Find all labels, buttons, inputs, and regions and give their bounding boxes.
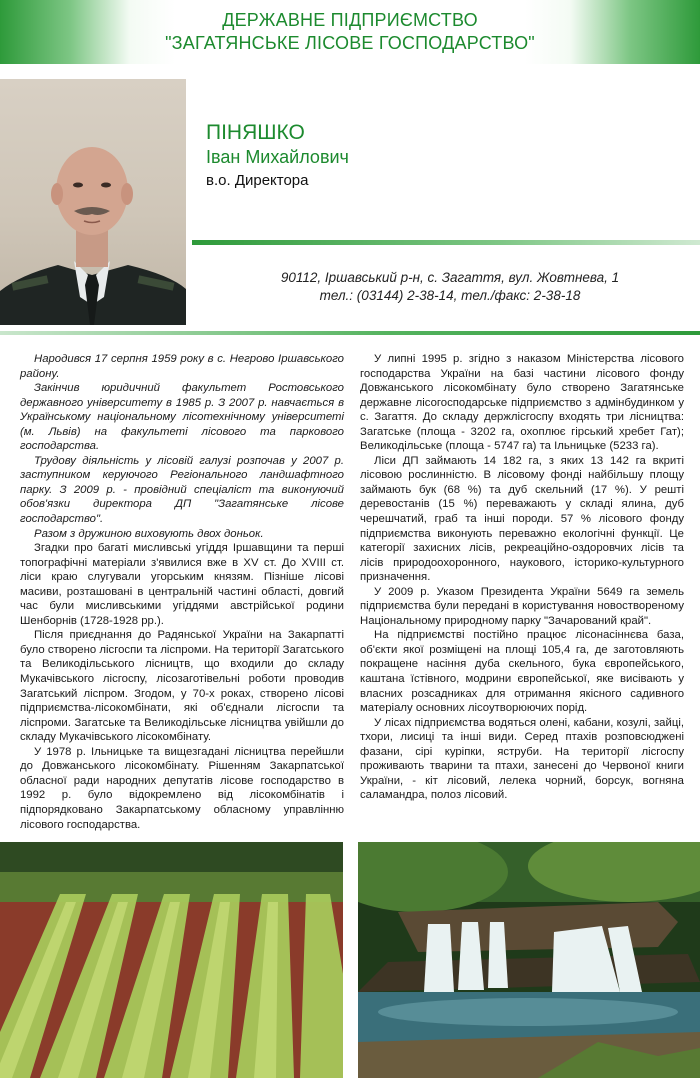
bio-paragraph: Закінчив юридичний факультет Ростовського державного університету в 1985 р. З 2007 р. навчається в Українському національному лісотехнічному університеті (м. Львів) на факультеті лісового та паркового господарства.	[20, 382, 344, 453]
text-column-right	[360, 352, 684, 803]
header-line-2: "ЗАГАТЯНСЬКЕ ЛІСОВЕ ГОСПОДАРСТВО"	[165, 33, 535, 53]
body-paragraph: Згадки про багаті мисливські угіддя Іршавщини та перші топографічні матеріали з'явилися вже в XV ст. До XVIII ст. ліси краю слугували угорським князям. Пізніше лісові масиви, розташовані в центральній частині області, довгий час були мисливськими угіддями австрійської родини Шенборнів (1728-1928 рр.).	[20, 542, 344, 627]
header-line-1: ДЕРЖАВНЕ ПІДПРИЄМСТВО	[222, 10, 478, 30]
header-band	[0, 0, 700, 64]
person-given-names: Іван Михайлович	[206, 147, 349, 167]
nursery-illustration	[0, 842, 343, 1078]
person-position: в.о. Директора	[206, 172, 309, 189]
body-paragraph: Після приєднання до Радянської України на Закарпатті було створено лісгоспи та ліспроми. На території Загатського та Великодільського лісництв, що входили до складу Мукачівського лісгоспу, лісозаготівельні роботи проводив Загатський ліспром. Згодом, у 70-х роках, створено лісові підприємства-лісокомбінати, які об'єднали лісгоспи та ліспроми. Загатське та Великодільське лісництва увійшли до складу Мукачівського лісокомбінату.	[20, 629, 344, 744]
body-paragraph: На підприємстві постійно працює лісонасіннєва база, об'єкти якої розміщені на площі 105,4 га, де заготовляють покращене насіння дуба скельного, бука європейського, каштана їстівного, модрини європейської, яке висівають у власних розсадниках для отримання якісного садивного матеріалу основних лісоутворюючих порід.	[360, 629, 684, 715]
person-surname: ПІНЯШКО	[206, 121, 305, 144]
nursery-photo	[0, 842, 343, 1078]
text-column-left	[20, 352, 344, 832]
waterfall-illustration	[358, 842, 700, 1078]
waterfall-photo	[358, 842, 700, 1078]
bio-paragraph: Народився 17 серпня 1959 року в с. Негрово Іршавського району.	[20, 353, 344, 380]
director-portrait	[0, 79, 186, 325]
bio-paragraph: Разом з дружиною виховують двох доньок.	[34, 527, 264, 540]
contact-phones: тел.: (03144) 2-38-14, тел./факс: 2-38-18	[319, 288, 581, 303]
body-paragraph: У 2009 р. Указом Президента України 5649 га земель підприємства були передані в користування новоствореному Національному природному парку "Зачарований край".	[360, 585, 684, 627]
bio-paragraph: Трудову діяльність у лісовій галузі розпочав у 2007 р. заступником керуючого Регіонального ландшафтного парку. З 2009 р. - провідний спеціаліст та виконуючий обов'язки директора ДП "Загатянське лісове господарство".	[20, 454, 344, 526]
body-paragraph: У липні 1995 р. згідно з наказом Міністерства лісового господарства України на базі частини лісового фонду Довжанського лісокомбінату було створено Загатянське державне лісогосподарське підприємство з адмінбудинком у с. Загаття. До складу держлісгоспу входять три лісництва: Загатське (площа - 3202 га, охоплює гірський хребет Гат); Великодільське (площа - 5747 га) та Ільницьке (5233 га).	[360, 353, 684, 453]
divider-bottom	[0, 331, 700, 335]
contact-address: 90112, Іршавський р-н, с. Загаття, вул. Жовтнева, 1	[280, 270, 620, 285]
body-paragraph: Ліси ДП займають 14 182 га, з яких 13 142 га вкриті лісовою рослинністю. В лісовому фонді найбільшу площу займають бук (68 %) та дуб скельний (17 %). У решті деревостанів (15 %) переважають у складі ялина, дуб черешчатий, граб та інші породи. 57 % лісового фонду підприємства виконують переважно екологічні функції. Це категорії захисних лісів, рекреаційно-оздоровчих лісів та лісів природоохоронного, наукового, історико-культурного призначення.	[360, 454, 684, 584]
body-paragraph: У лісах підприємства водяться олені, кабани, козулі, зайці, тхори, лисиці та інші види. Серед птахів розповсюджені фазани, сірі куріпки, яструби. На території лісгоспу проживають тварини та птахи, занесені до Червоної книги України, - кіт лісовий, лелека чорний, борсук, вогняна саламандра, полоз лісовий.	[360, 716, 684, 802]
portrait-illustration	[0, 79, 186, 325]
body-paragraph: У 1978 р. Ільницьке та вищезгадані лісництва перейшли до Довжанського лісокомбінату. Рішенням Закарпатської обласної ради народних депутатів лісове господарство в 1992 р. було відокремлено від лісокомбінатів і підпорядковано Закарпатському обласному управлінню лісового господарства.	[20, 745, 344, 831]
divider-top	[192, 240, 700, 245]
